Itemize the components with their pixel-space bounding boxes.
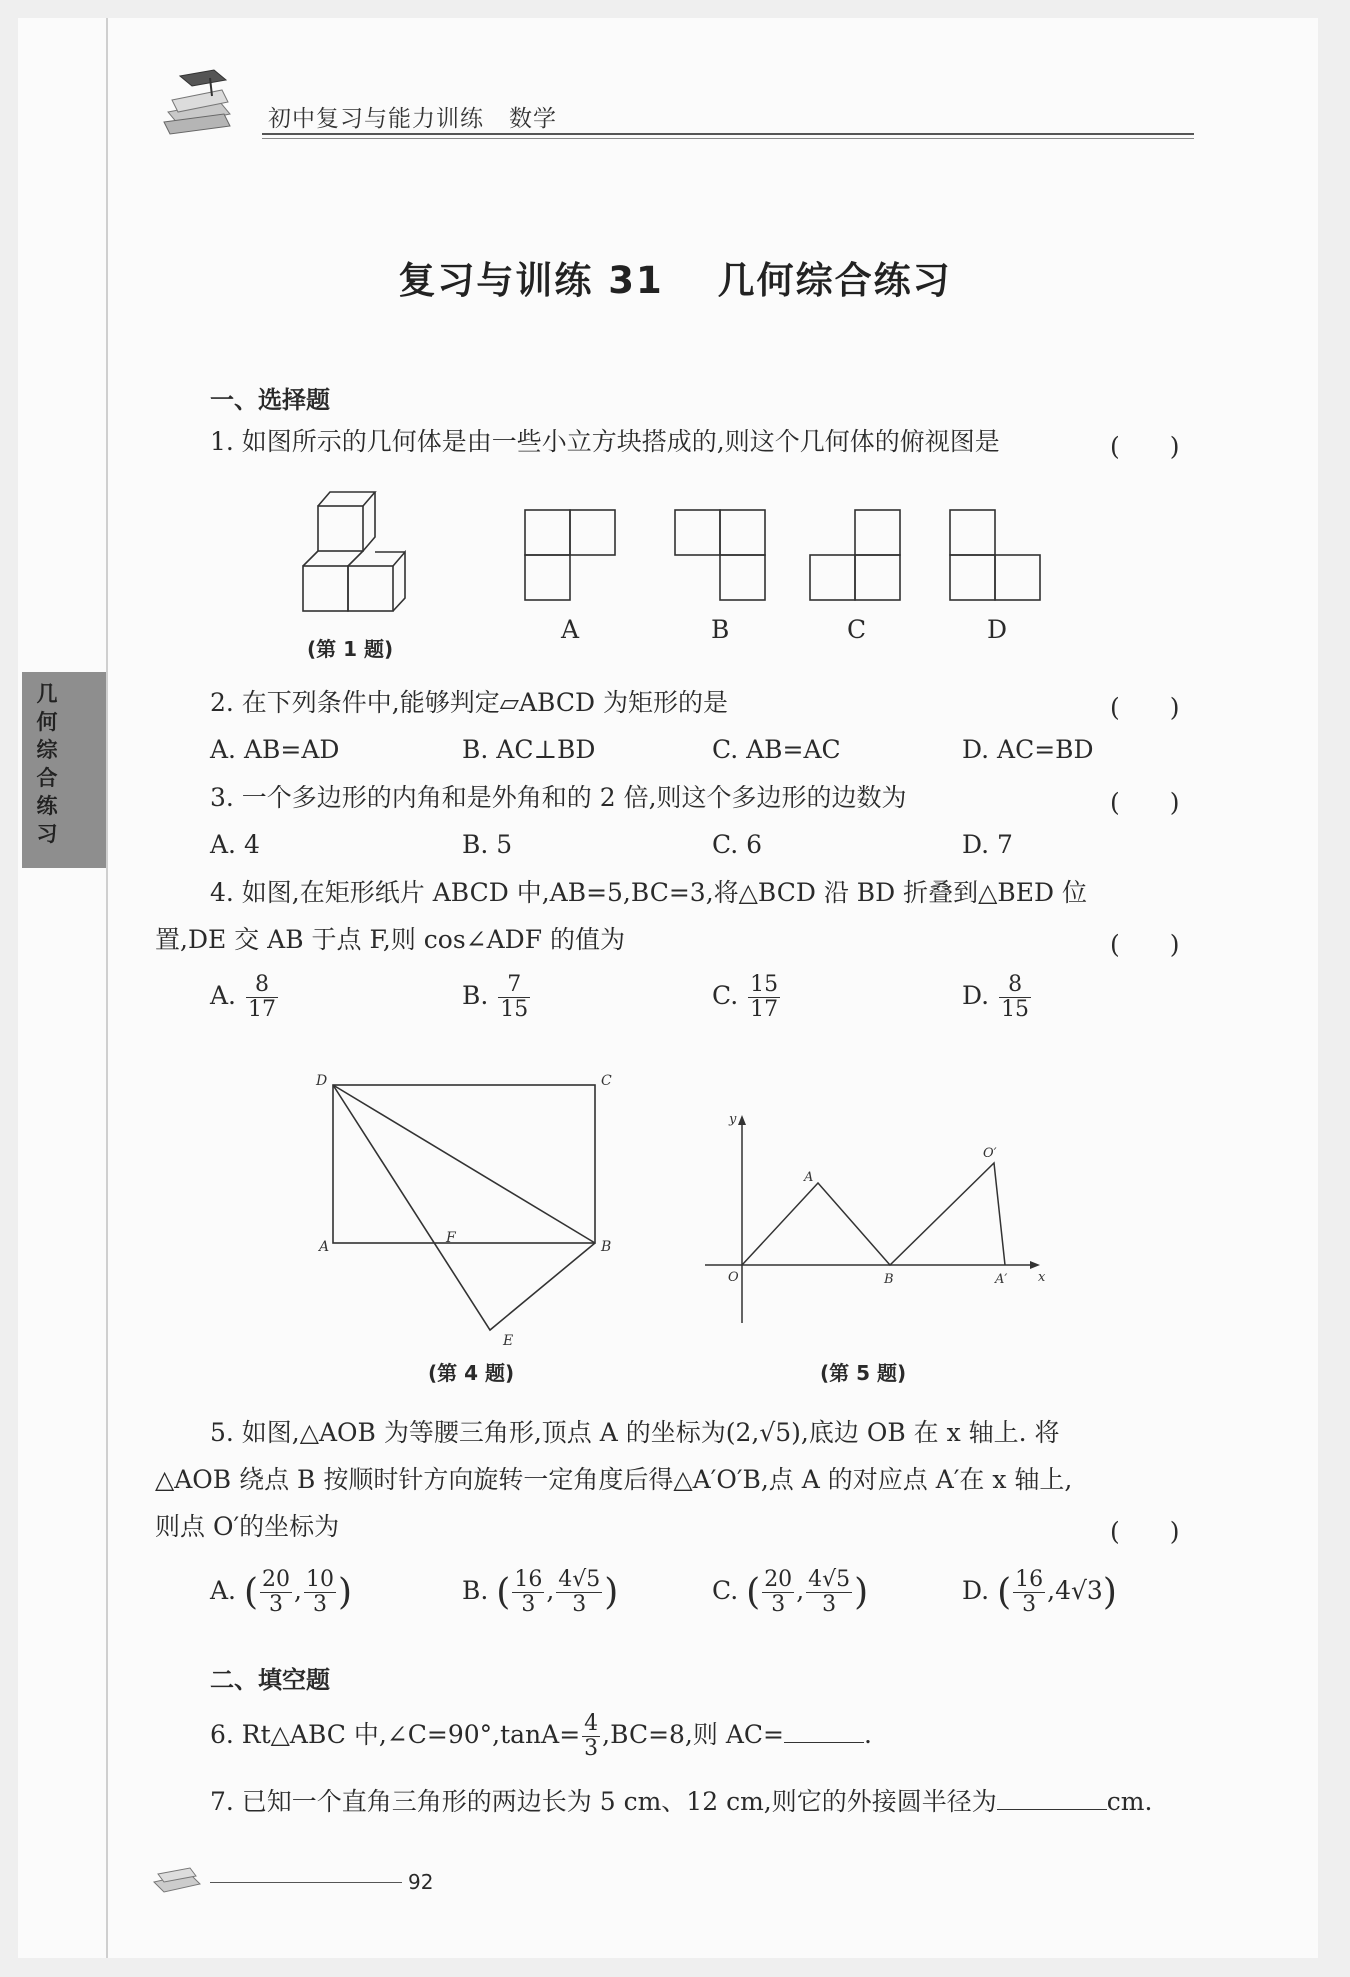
question-4-line-1: 4. 如图,在矩形纸片 ABCD 中,AB=5,BC=3,将△BCD 沿 BD 折叠到△BED 位 (210, 878, 1087, 907)
page-number: 92 (408, 1870, 434, 1894)
question-3: 3. 一个多边形的内角和是外角和的 2 倍,则这个多边形的边数为 (210, 783, 907, 812)
answer-paren-5: ( ) (1110, 1517, 1180, 1546)
label-a: A (319, 1239, 330, 1255)
label-d: D (316, 1073, 328, 1089)
label-a5: A (804, 1170, 814, 1185)
q2-option-b: B. AC⊥BD (462, 735, 596, 764)
subject-label: 数学 (508, 106, 557, 132)
label-b5: B (884, 1272, 894, 1287)
q3-option-a: A. 4 (210, 830, 260, 859)
books-logo-icon (150, 62, 240, 142)
label-a-prime: A′ (995, 1272, 1008, 1287)
q1-option-d: D (987, 615, 1008, 644)
option-a-grid (525, 510, 615, 600)
books-footer-icon (150, 1862, 210, 1898)
label-b: B (601, 1239, 612, 1255)
q1-option-c: C (847, 615, 867, 644)
question-2: 2. 在下列条件中,能够判定▱ABCD 为矩形的是 (210, 688, 728, 717)
q4-option-a: A. $\frac{8}{17}$ (210, 972, 276, 1022)
side-tab-label: 几 何 综 合 练 习 (36, 682, 58, 846)
cube-stack-figure (295, 488, 420, 618)
answer-paren-3: ( ) (1110, 788, 1180, 817)
header-rule (262, 133, 1194, 135)
label-e: E (503, 1333, 514, 1345)
label-o-prime: O′ (983, 1146, 997, 1161)
question-5-line-1: 5. 如图,△AOB 为等腰三角形,顶点 A 的坐标为(2,√5),底边 OB 在 x 轴上. 将 (210, 1418, 1060, 1447)
header-rule-thin (262, 138, 1194, 139)
q3-option-b: B. 5 (462, 830, 513, 859)
rectangle-fold-figure (310, 1065, 630, 1345)
question-5-line-2: △AOB 绕点 B 按顺时针方向旋转一定角度后得△A′O′B,点 A 的对应点 A′在 x 轴上, (155, 1465, 1073, 1494)
q5-option-c: C. ( $\frac{20}{3}$ , $\frac{4√5}{3}$ ) (712, 1567, 869, 1617)
q5-option-a: A. ( $\frac{20}{3}$ , $\frac{10}{3}$ ) (210, 1567, 353, 1617)
label-y-axis: y (729, 1112, 737, 1127)
page-title: 复习与训练 31 几何综合练习 (398, 259, 952, 302)
question-4-line-2: 置,DE 交 AB 于点 F,则 cos∠ADF 的值为 (155, 925, 626, 954)
q2-option-a: A. AB=AD (210, 735, 340, 764)
q1-caption: (第 1 题) (307, 637, 394, 661)
q5-option-b: B. ( $\frac{16}{3}$ , $\frac{4√5}{3}$ ) (462, 1567, 619, 1617)
coordinate-rotation-figure (700, 1105, 1060, 1345)
q2-option-d: D. AC=BD (962, 735, 1094, 764)
q4-caption: (第 4 题) (428, 1361, 515, 1385)
q2-option-c: C. AB=AC (712, 735, 841, 764)
q1-option-a: A (561, 615, 580, 644)
option-d-grid (950, 510, 1040, 600)
answer-paren-1: ( ) (1110, 432, 1180, 461)
q3-option-d: D. 7 (962, 830, 1013, 859)
section-choice-heading: 一、选择题 (210, 386, 330, 414)
book-title: 初中复习与能力训练 (268, 106, 484, 132)
footer-rule (210, 1882, 402, 1883)
q1-option-b: B (711, 615, 730, 644)
margin-line (106, 18, 108, 1958)
q5-option-d: D. ( $\frac{16}{3}$ ,4√3) (962, 1567, 1117, 1617)
top-view-options (520, 505, 1060, 605)
label-f: F (446, 1230, 456, 1246)
answer-paren-2: ( ) (1110, 693, 1180, 722)
answer-paren-4: ( ) (1110, 930, 1180, 959)
label-x-axis: x (1038, 1270, 1046, 1285)
q4-option-d: D. $\frac{8}{15}$ (962, 972, 1030, 1022)
option-b-grid (675, 510, 765, 600)
question-6: 6. Rt△ABC 中,∠C=90°,tanA= $\frac{4}{3}$ ,BC=8,则 AC= . (210, 1711, 872, 1761)
q6-answer-blank[interactable] (784, 1718, 864, 1743)
label-o: O (728, 1270, 739, 1285)
q4-option-b: B. $\frac{7}{15}$ (462, 972, 529, 1022)
header-title (268, 100, 557, 133)
q3-option-c: C. 6 (712, 830, 763, 859)
section-fill-heading: 二、填空题 (210, 1666, 330, 1694)
option-c-grid (810, 510, 900, 600)
question-1: 1. 如图所示的几何体是由一些小立方块搭成的,则这个几何体的俯视图是 (210, 427, 1000, 456)
question-5-line-3: 则点 O′的坐标为 (155, 1512, 340, 1541)
question-7: 7. 已知一个直角三角形的两边长为 5 cm、12 cm,则它的外接圆半径为 cm. (210, 1787, 1153, 1816)
label-c: C (601, 1073, 612, 1089)
q7-answer-blank[interactable] (997, 1785, 1107, 1810)
q4-option-c: C. $\frac{15}{17}$ (712, 972, 779, 1022)
q5-caption: (第 5 题) (820, 1361, 907, 1385)
